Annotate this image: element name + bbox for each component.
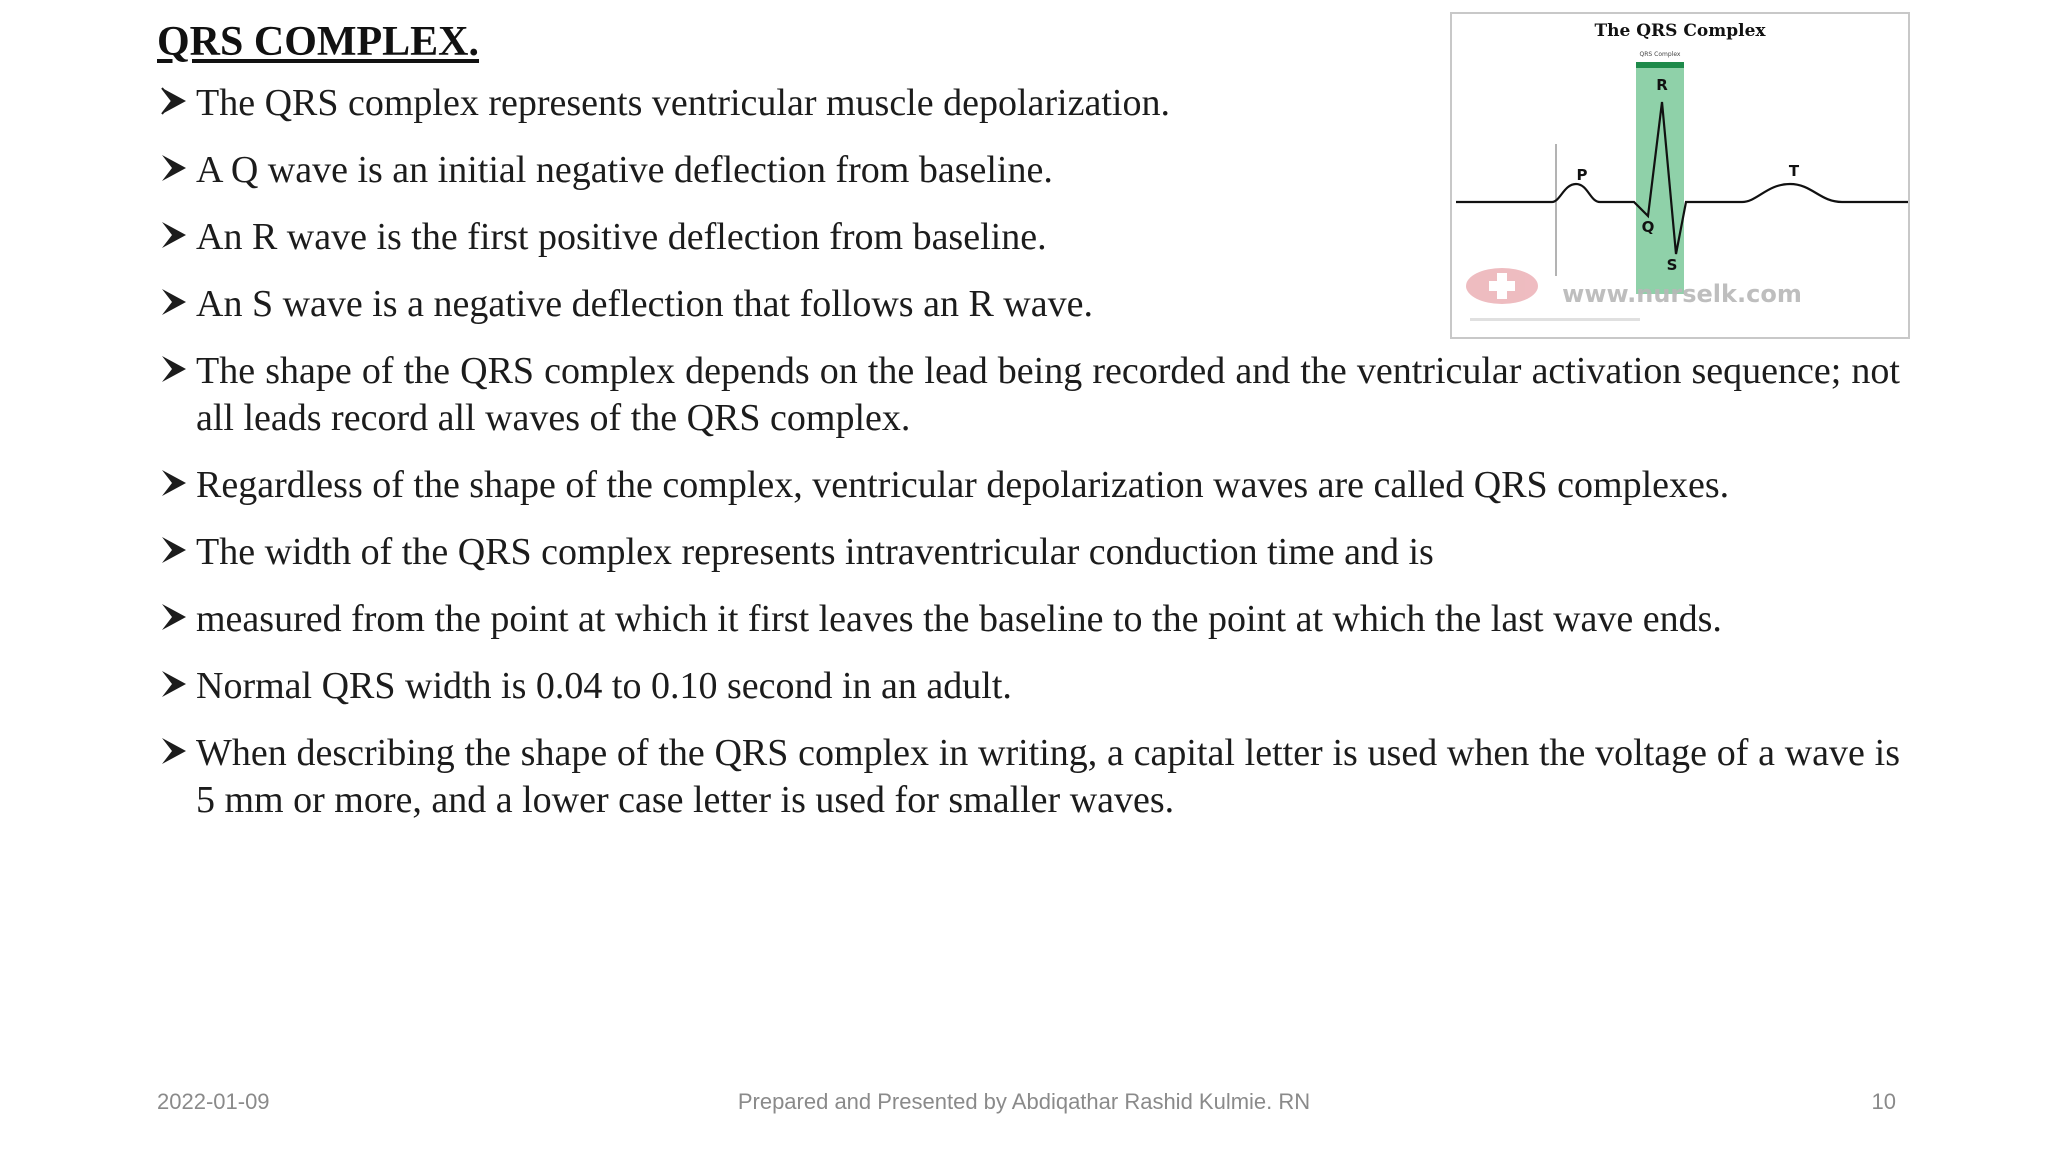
bullet-text: An R wave is the first positive deflection from baseline. [196,216,1047,258]
r-wave-label: R [1656,76,1668,94]
arrowhead-bullet-icon [160,535,190,571]
page-number: 10 [1871,1089,1896,1114]
bullet-item [160,348,1900,442]
arrowhead-bullet-icon [160,153,190,189]
bullet-item [160,596,1900,643]
slide-title: QRS COMPLEX. [157,19,480,65]
footer-credit: Prepared and Presented by Abdiqathar Rashid Kulmie. RN [737,1089,1311,1114]
arrowhead-bullet-icon [160,736,190,772]
bullet-item [160,147,1446,194]
figure-title: The QRS Complex [1594,21,1766,41]
bullet-text: The QRS complex represents ventricular muscle depolarization. [196,82,1170,124]
bullet-item [160,529,1900,576]
bullet-item [160,730,1900,824]
footer-date: 2022-01-09 [157,1089,270,1114]
qrs-band-label: QRS Complex [1639,51,1681,58]
s-wave-label: S [1666,256,1678,274]
q-wave-label: Q [1641,218,1655,236]
arrowhead-bullet-icon [160,220,190,256]
t-wave-label: T [1788,162,1800,180]
bullet-item [160,462,1900,509]
bullet-text: measured from the point at which it first leaves the baseline to the point at which the last wave ends. [196,598,1722,640]
bullet-text: A Q wave is an initial negative deflection from baseline. [196,149,1053,191]
arrowhead-bullet-icon [160,669,190,705]
bullet-item [160,281,1446,328]
watermark-text: www.nurselk.com [1562,280,1802,308]
p-wave-label: P [1576,166,1588,184]
bullet-text: When describing the shape of the QRS complex in writing, a capital letter is used when the voltage of a wave is 5 mm or more, and a lower case letter is used for smaller waves. [196,732,1900,821]
bullet-item [160,80,1446,127]
bullet-text: An S wave is a negative deflection that follows an R wave. [196,283,1093,325]
bullet-item [160,663,1900,710]
arrowhead-bullet-icon [160,86,190,122]
arrowhead-bullet-icon [160,287,190,323]
qrs-band-top [1636,62,1684,68]
arrowhead-bullet-icon [160,468,190,504]
bullet-list [160,80,1900,844]
bullet-text: Normal QRS width is 0.04 to 0.10 second in an adult. [196,665,1012,707]
bullet-text: The shape of the QRS complex depends on the lead being recorded and the ventricular activation sequence; not all leads record all waves of the QRS complex. [196,350,1900,439]
arrowhead-bullet-icon [160,602,190,638]
arrowhead-bullet-icon [160,354,190,390]
bullet-item [160,214,1446,261]
bullet-text: The width of the QRS complex represents intraventricular conduction time and is [196,531,1434,573]
bullet-text: Regardless of the shape of the complex, ventricular depolarization waves are called QRS complexes. [196,464,1730,506]
